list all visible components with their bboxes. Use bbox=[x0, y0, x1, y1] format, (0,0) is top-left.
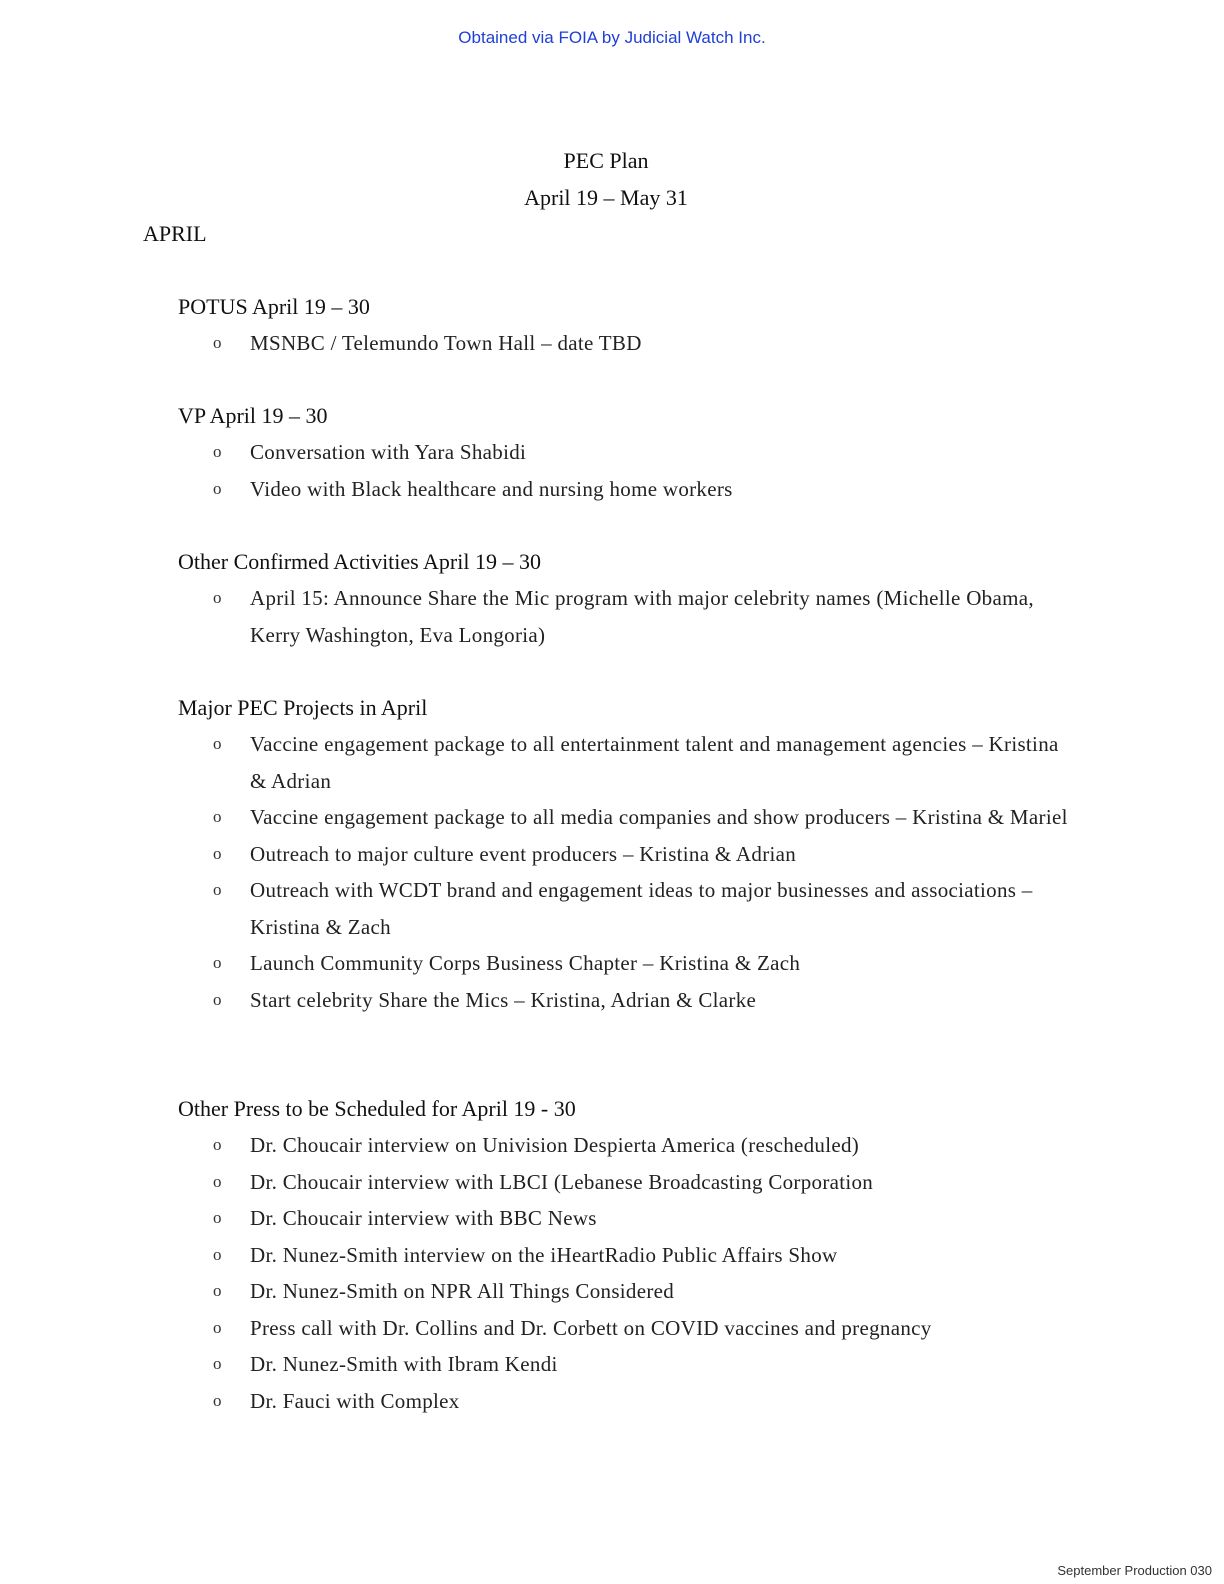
bullet-icon: o bbox=[213, 1135, 222, 1154]
list-item bbox=[178, 580, 1078, 653]
list-item bbox=[178, 799, 1078, 836]
foia-watermark: Obtained via FOIA by Judicial Watch Inc. bbox=[458, 28, 766, 47]
bullet-icon: o bbox=[213, 1281, 222, 1300]
section-item-list bbox=[178, 1127, 1078, 1419]
list-item bbox=[178, 1127, 1078, 1164]
list-item bbox=[178, 434, 1078, 471]
bullet-icon: o bbox=[213, 442, 222, 461]
month-heading: APRIL bbox=[143, 221, 207, 246]
bullet-icon: o bbox=[213, 1171, 222, 1191]
list-item bbox=[178, 945, 1078, 982]
list-item-text: Dr. Fauci with Complex bbox=[250, 1388, 460, 1413]
bullet-icon: o bbox=[213, 1390, 222, 1410]
bullet-icon: o bbox=[213, 734, 222, 753]
list-item-text: Dr. Nunez-Smith on NPR All Things Considered bbox=[250, 1279, 675, 1303]
section-major-pec-projects bbox=[178, 690, 1078, 1018]
list-item bbox=[178, 1273, 1078, 1310]
section-other-press bbox=[178, 1091, 1078, 1419]
section-heading: Other Press to be Scheduled for April 19 - 30 bbox=[178, 1096, 576, 1121]
bullet-icon: o bbox=[213, 953, 222, 972]
list-item bbox=[178, 982, 1078, 1019]
list-item bbox=[178, 1164, 1078, 1201]
list-item bbox=[178, 325, 1078, 362]
document-date-range: April 19 – May 31 bbox=[524, 185, 688, 210]
document-title: PEC Plan bbox=[563, 148, 649, 173]
list-item-text: Dr. Choucair interview with BBC News bbox=[250, 1206, 597, 1230]
list-item-text: Launch Community Corps Business Chapter – Kristina & Zach bbox=[250, 951, 801, 975]
list-item bbox=[178, 471, 1078, 508]
list-item-text: Vaccine engagement package to all entertainment talent and management agencies – Kristina & Adrian bbox=[250, 732, 1059, 793]
list-item-text: Vaccine engagement package to all media companies and show producers – Kristina & Mariel bbox=[250, 805, 1068, 829]
section-heading: VP April 19 – 30 bbox=[178, 403, 328, 428]
list-item bbox=[178, 1200, 1078, 1237]
list-item-text: Dr. Nunez-Smith interview on the iHeartRadio Public Affairs Show bbox=[250, 1242, 838, 1267]
list-item-text: Dr. Choucair interview on Univision Despierta America (rescheduled) bbox=[250, 1133, 860, 1157]
list-item bbox=[178, 1383, 1078, 1420]
list-item-text: Outreach to major culture event producers – Kristina & Adrian bbox=[250, 841, 797, 866]
section-item-list bbox=[178, 726, 1078, 1018]
bullet-icon: o bbox=[213, 1354, 222, 1373]
list-item-text: April 15: Announce Share the Mic program with major celebrity names (Michelle Obama, Kerry Washington, Eva Longoria) bbox=[250, 586, 1034, 647]
list-item bbox=[178, 836, 1078, 873]
bullet-icon: o bbox=[213, 880, 222, 899]
bullet-icon: o bbox=[213, 333, 222, 352]
bullet-icon: o bbox=[213, 807, 222, 826]
section-item-list bbox=[178, 434, 1078, 507]
production-stamp: September Production 030 bbox=[1057, 1563, 1212, 1578]
bullet-icon: o bbox=[213, 1244, 222, 1264]
section-heading: Other Confirmed Activities April 19 – 30 bbox=[178, 549, 541, 574]
list-item bbox=[178, 1310, 1078, 1347]
list-item-text: Press call with Dr. Collins and Dr. Corbett on COVID vaccines and pregnancy bbox=[250, 1315, 932, 1340]
bullet-icon: o bbox=[213, 1208, 222, 1227]
section-other-confirmed-activities bbox=[178, 544, 1078, 653]
list-item-text: Outreach with WCDT brand and engagement ideas to major businesses and associations – Kristina & Zach bbox=[250, 878, 1033, 939]
list-item-text: Dr. Nunez-Smith with Ibram Kendi bbox=[250, 1352, 558, 1376]
list-item-text: Dr. Choucair interview with LBCI (Lebanese Broadcasting Corporation bbox=[250, 1169, 874, 1194]
list-item bbox=[178, 1237, 1078, 1274]
section-heading: POTUS April 19 – 30 bbox=[178, 294, 370, 319]
list-item bbox=[178, 1346, 1078, 1383]
bullet-icon: o bbox=[213, 989, 222, 1009]
bullet-icon: o bbox=[213, 478, 222, 498]
list-item-text: Start celebrity Share the Mics – Kristina, Adrian & Clarke bbox=[250, 987, 757, 1012]
list-item bbox=[178, 872, 1078, 945]
list-item bbox=[178, 726, 1078, 799]
list-item-text: Video with Black healthcare and nursing home workers bbox=[250, 476, 733, 501]
list-item-text: Conversation with Yara Shabidi bbox=[250, 440, 527, 464]
bullet-icon: o bbox=[213, 1317, 222, 1337]
section-heading: Major PEC Projects in April bbox=[178, 695, 428, 720]
section-item-list bbox=[178, 325, 1078, 362]
section-vp bbox=[178, 398, 1078, 507]
bullet-icon: o bbox=[213, 843, 222, 863]
section-item-list bbox=[178, 580, 1078, 653]
list-item-text: MSNBC / Telemundo Town Hall – date TBD bbox=[250, 331, 642, 355]
bullet-icon: o bbox=[213, 588, 222, 607]
section-potus bbox=[178, 289, 1078, 362]
